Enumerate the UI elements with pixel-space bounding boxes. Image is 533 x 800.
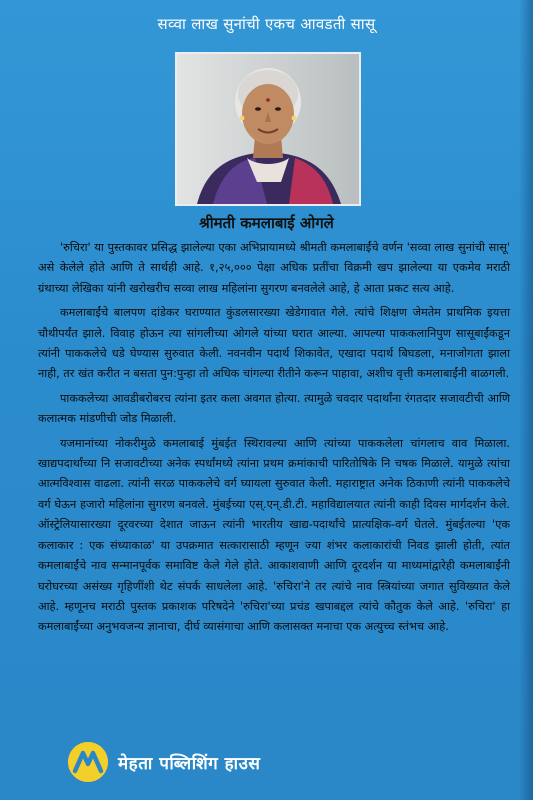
bio-paragraph: कमलाबाईंचे बालपण दांडेकर घराण्यात कुंडलसारख्या खेडेगावात गेले. त्यांचे शिक्षण जेमतेम प्राथमिक इयत्ता चौथीपर्यंत झाले. विवाह होऊन त्या सांगलीच्या ओगले यांच्या घरात आल्या. आपल्या पाककलानिपुण सासूबाईंकडून त्यांनी पाककलेचे धडे घेण्यास सुरुवात केली. नवनवीन पदार्थ शिकावेत, एखादा पदार्थ बिघडला, मनाजोगता झाला नाही, तर खंत करीत न बसता पुन:पुन्हा तो अधिक चांगल्या रीतीने करून पाहावा, अशीच वृत्ती कमलाबाईंनी बाळगली. [38,306,510,381]
author-bio [38,238,510,642]
spine-shadow [519,0,533,800]
bio-paragraph: 'रुचिरा' या पुस्तकावर प्रसिद्ध झालेल्या एका अभिप्रायामध्ये श्रीमती कमलाबाईंचे वर्णन 'सव्वा लाख सुनांची सासू' असे केलेले होते आणि ते सार्थही आहे. १,२५,००० पेक्षा अधिक प्रतींचा विक्रमी खप झालेल्या या एकमेव मराठी ग्रंथाच्या लेखिका यांनी खरोखरीच सव्वा लाख महिलांना सुगरण बनवलेले आहे, हे आता प्रकट सत्य आहे. [38,241,510,295]
photo-caption: श्रीमती कमलाबाई ओगले [199,214,334,232]
publisher-block [68,742,260,782]
publisher-name: मेहता पब्लिशिंग हाउस [118,753,261,774]
tagline: सव्वा लाख सुनांची एकच आवडती सासू [157,15,376,33]
author-portrait-image [177,54,359,204]
author-photo [175,52,361,206]
bio-paragraph: पाककलेच्या आवडीबरोबरच त्यांना इतर कला अवगत होत्या. त्यामुळे चवदार पदार्थांना रंगतदार सजावटीची आणि कलात्मक मांडणीची जोड मिळाली. [38,391,510,426]
bio-paragraph: यजमानांच्या नोकरीमुळे कमलाबाई मुंबईत स्थिरावल्या आणि त्यांच्या पाककलेला चांगलाच वाव मिळाला. खाद्यपदार्थांच्या नि सजावटीच्या अनेक स्पर्धांमध्ये त्यांना प्रथम क्रमांकाची पारितोषिके नि चषक मिळाले. यामुळे त्यांचा आत्मविश्वास वाढला. त्यांनी सरळ पाककलेचे वर्ग घ्यायला सुरुवात केली. महाराष्ट्रात अनेक ठिकाणी त्यांनी पाककलेचे वर्ग घेऊन हजारो महिलांना सुगरण बनवले. मुंबईच्या एस्.एन्.डी.टी. महाविद्यालयात त्यांनी काही दिवस मार्गदर्शन केले. ऑस्ट्रेलियासारख्या दूरवरच्या देशात जाऊन त्यांनी भारतीय खाद्य-पदार्थांचे प्रात्यक्षिक-वर्ग घेतले. मुंबईतल्या 'एक कलाकार : एक संध्याकाळ' या उपक्रमात सत्कारासाठी म्हणून ज्या शंभर कलाकारांची निवड झाली होती, त्यांत कमलाबाईंचे नाव सन्मानपूर्वक समाविष्ट केले गेले होते. आकाशवाणी आणि दूरदर्शन या माध्यमांद्वारेही कमलाबाईंनी घरोघरच्या असंख्य गृहिणींशी थेट संपर्क साधलेला आहे. 'रुचिरा'ने तर त्यांचे नाव स्त्रियांच्या जगात सुविख्यात केले आहे. म्हणूनच मराठी पुस्तक प्रकाशक परिषदेने 'रुचिरा'च्या प्रचंड खपाबद्दल त्यांचे कौतुक केले आहे. 'रुचिरा' हा कमलाबाईंच्या अनुभवजन्य ज्ञानाचा, दीर्घ व्यासंगाचा आणि कलासक्त मनाचा एक अत्युच्च स्तंभच आहे. [38,436,510,634]
mehta-logo-icon [68,742,108,782]
